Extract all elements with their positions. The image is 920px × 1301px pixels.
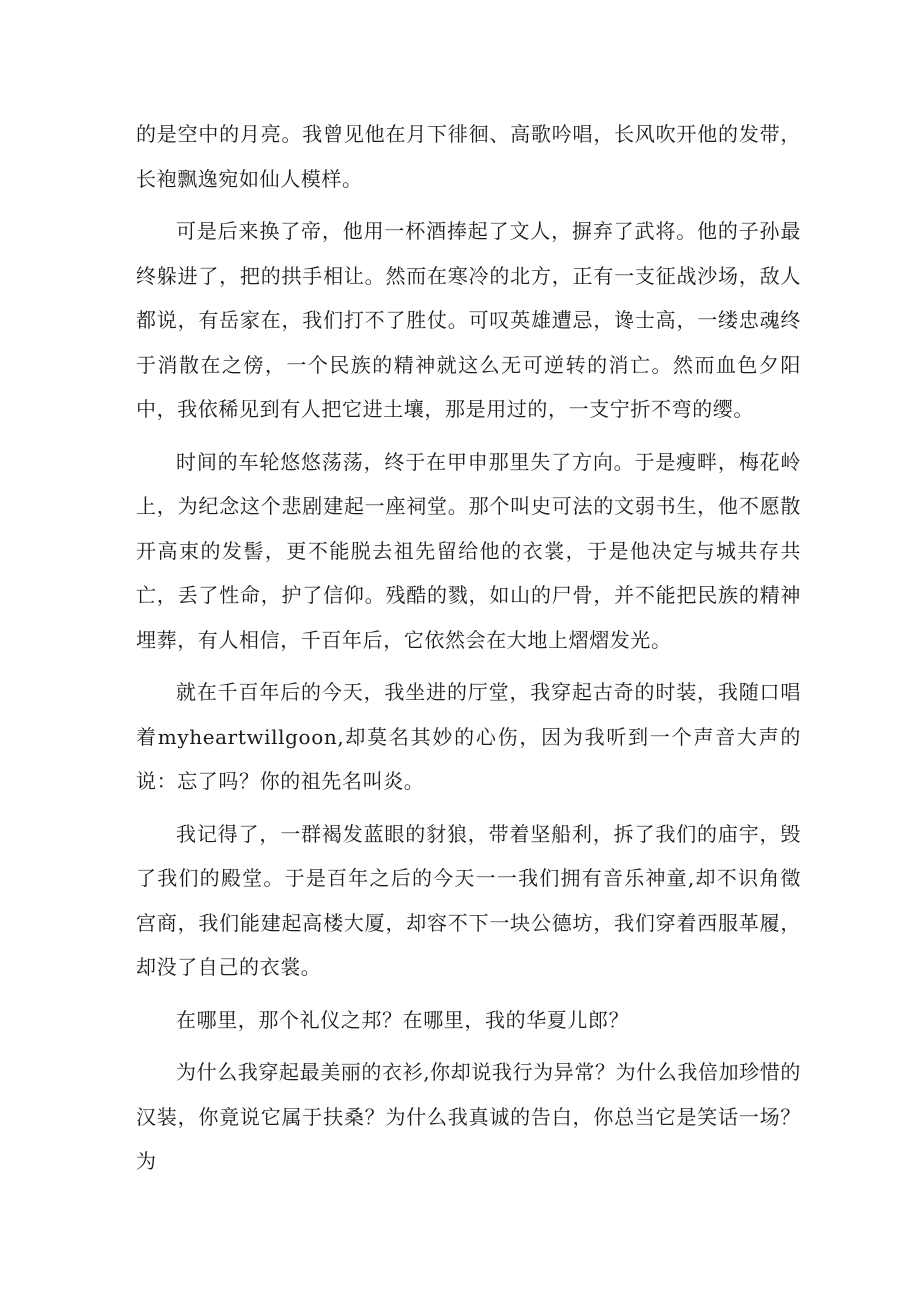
- paragraph-6: 在哪里，那个礼仪之邦？在哪里，我的华夏儿郎？: [176, 1007, 630, 1032]
- paragraph-7: 为什么我穿起最美丽的衣衫,你却说我行为异常？为什么我倍加珍惜的汉装，你竟说它属于扶桑？为什么我真诚的告白，你总当它是笑话一场？为: [136, 1060, 801, 1173]
- paragraph-5: 我记得了，一群褐发蓝眼的豺狼，带着坚船利，拆了我们的庙宇，毁了我们的殿堂。于是百年之后的今天一一我们拥有音乐神童,却不识角徵宫商，我们能建起高楼大厦，却容不下一块公德坊，我们穿着西服革履，却没了自己的衣裳。: [136, 821, 801, 979]
- paragraph-4: 就在千百年后的今天，我坐进的厅堂，我穿起古奇的时装，我随口唱着myheartwillgoon,却莫名其妙的心伤，因为我听到一个声音大声的说：忘了吗？你的祖先名叫炎。: [136, 680, 801, 793]
- paragraph-2: 可是后来换了帝，他用一杯酒捧起了文人，摒弃了武将。他的子孙最终躲进了，把的拱手相让。然而在寒冷的北方，正有一支征战沙场，敌人都说，有岳家在，我们打不了胜仗。可叹英雄遭忌，谗士高，一缕忠魂终于消散在之傍，一个民族的精神就这么无可逆转的消亡。然而血色夕阳中，我依稀见到有人把它进土壤，那是用过的，一支宁折不弯的缨。: [136, 219, 801, 421]
- paragraph-1: 的是空中的月亮。我曾见他在月下徘徊、高歌吟唱，长风吹开他的发带，长袍飘逸宛如仙人模样。: [136, 122, 801, 191]
- document-body: [136, 112, 801, 1192]
- paragraph-3: 时间的车轮悠悠荡荡，终于在甲申那里失了方向。于是瘦畔，梅花岭上，为纪念这个悲剧建起一座祠堂。那个叫史可法的文弱书生，他不愿散开高束的发髻，更不能脱去祖先留给他的衣裳，于是他决定与城共存共亡，丢了性命，护了信仰。残酷的戮，如山的尸骨，并不能把民族的精神埋葬，有人相信，千百年后，它依然会在大地上熠熠发光。: [136, 449, 801, 652]
